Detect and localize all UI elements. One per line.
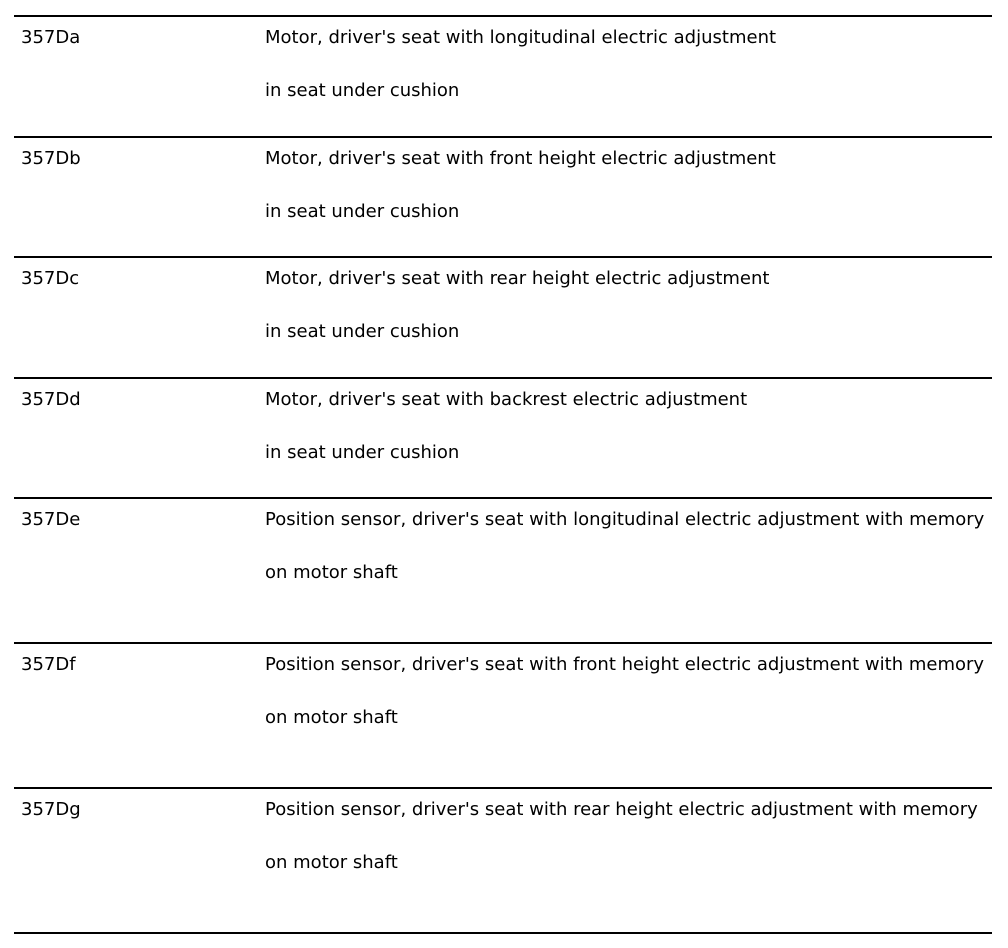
table-row <box>14 258 992 379</box>
component-location: in seat under cushion <box>265 321 460 342</box>
component-location: on motor shaft <box>265 852 398 873</box>
component-name: Position sensor, driver's seat with rear height electric adjustment with memory <box>265 799 978 820</box>
component-location: in seat under cushion <box>265 80 460 101</box>
component-location: on motor shaft <box>265 562 398 583</box>
component-code: 357De <box>21 509 81 530</box>
component-name: Motor, driver's seat with backrest electric adjustment <box>265 388 748 410</box>
component-name: Motor, driver's seat with rear height electric adjustment <box>265 268 770 289</box>
component-code: 357Db <box>21 147 81 169</box>
component-name: Motor, driver's seat with front height electric adjustment <box>265 147 776 169</box>
component-code: 357Da <box>21 27 81 48</box>
component-location: on motor shaft <box>265 707 398 728</box>
component-description <box>265 267 985 344</box>
component-name: Motor, driver's seat with longitudinal electric adjustment <box>265 27 777 48</box>
component-code: 357Dd <box>21 388 81 410</box>
component-description <box>265 798 985 875</box>
component-location: in seat under cushion <box>265 441 460 463</box>
table-row <box>14 379 992 500</box>
component-description <box>265 388 985 465</box>
component-description <box>265 653 985 730</box>
table-row <box>14 138 992 259</box>
table-row <box>14 499 992 644</box>
component-code: 357Dc <box>21 268 80 289</box>
component-code: 357Df <box>21 654 76 675</box>
component-description <box>265 147 985 224</box>
component-name: Position sensor, driver's seat with longitudinal electric adjustment with memory <box>265 509 985 530</box>
component-location: in seat under cushion <box>265 200 460 222</box>
component-description <box>265 508 985 585</box>
component-name: Position sensor, driver's seat with front height electric adjustment with memory <box>265 654 985 675</box>
table-row <box>14 17 992 138</box>
table-row <box>14 644 992 789</box>
table-row <box>14 789 992 934</box>
component-table <box>14 15 992 934</box>
component-description <box>265 26 985 103</box>
component-code: 357Dg <box>21 799 81 820</box>
